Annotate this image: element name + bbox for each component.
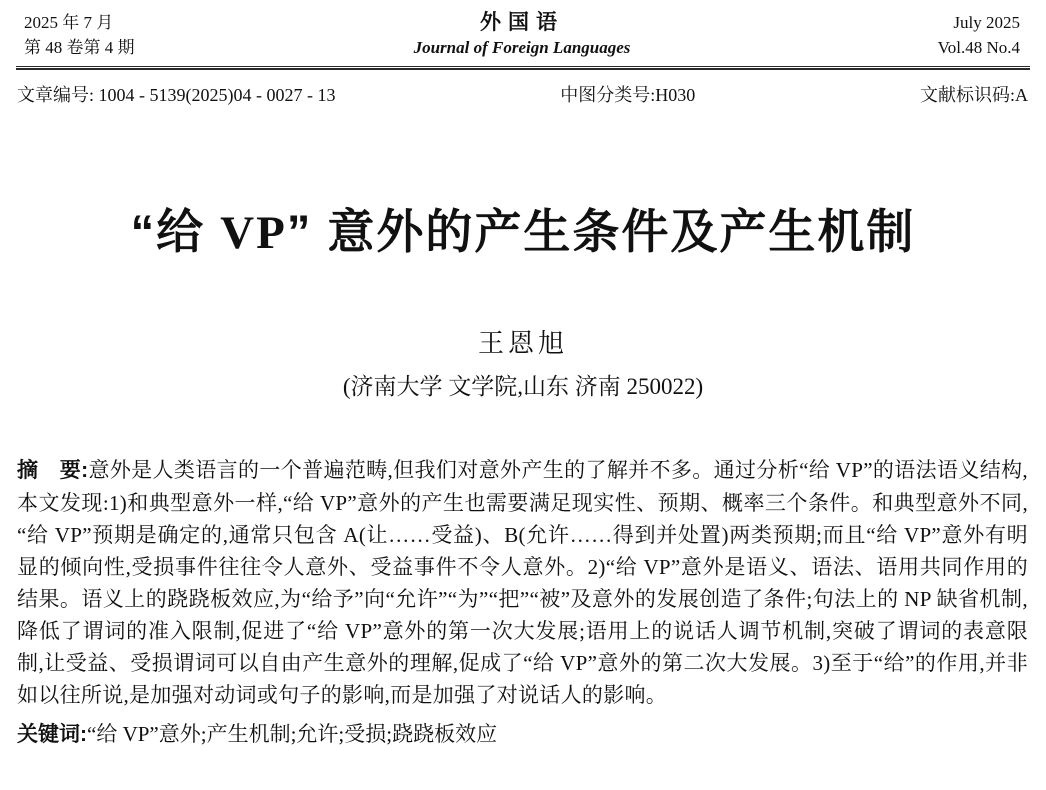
keywords-paragraph [17,718,1028,751]
masthead-issue-en [800,10,1020,60]
masthead-issue-cn [24,10,244,60]
author-name: 王恩旭 [477,329,568,358]
abstract-paragraph [17,454,1028,711]
issue-date-cn: 2025 年 7 月 [24,13,114,32]
abstract-text: 意外是人类语言的一个普遍范畴,但我们对意外产生的了解并不多。通过分析“给 VP”的语法语义结构,本文发现:1)和典型意外一样,“给 VP”意外的产生也需要满足现实性、预期、概率三个条件。和典型意外不同,“给 VP”预期是确定的,通常只包含 A(让……受益)、B(允许……得到并处置)两类预期;而且“给 VP”意外有明显的倾向性,受损事件往往令人意外、受益事件不令人意外。2)“给 VP”意外是语义、语法、语用共同作用的结果。语义上的跷跷板效应,为“给予”向“允许”“为”“把”“被”及意外的发展创造了条件;句法上的 NP 缺省机制,降低了谓词的准入限制,促进了“给 VP”意外的第一次大发展;语用上的说话人调节机制,突破了谓词的表意限制,让受益、受损谓词可以自由产生意外的理解,促成了“给 VP”意外的第二次大发展。3)至于“给”的作用,并非如以往所说,是加强对动词或句子的影响,而是加强了对说话人的影响。 [17,458,1028,707]
document-code: 文献标识码:A [919,85,1028,105]
journal-title-cn: 外国语 [480,10,564,34]
issue-volume-cn: 第 48 卷第 4 期 [24,38,135,57]
clc-number: 中图分类号:H030 [560,85,696,105]
masthead-journal-title [244,10,800,60]
issue-date-en: July 2025 [953,13,1020,32]
article-title-part2: ” 意外的产生条件及产生机制 [286,205,916,258]
author-affiliation: (济南大学 文学院,山东 济南 250022) [342,374,704,399]
article-meta-row [0,70,1046,106]
article-title [0,202,1046,263]
keywords-text: “给 VP”意外;产生机制;允许;受损;跷跷板效应 [87,722,498,746]
article-title-part1: “给 [130,205,221,258]
journal-title-en: Journal of Foreign Languages [413,38,631,57]
abstract-label: 摘 要: [17,459,89,482]
keywords-label: 关键词: [17,723,87,746]
article-id: 文章编号: 1004 - 5139(2025)04 - 0027 - 13 [17,85,336,105]
article-title-latin: VP [220,207,287,259]
journal-masthead [0,0,1046,60]
issue-volume-en: Vol.48 No.4 [937,38,1020,57]
